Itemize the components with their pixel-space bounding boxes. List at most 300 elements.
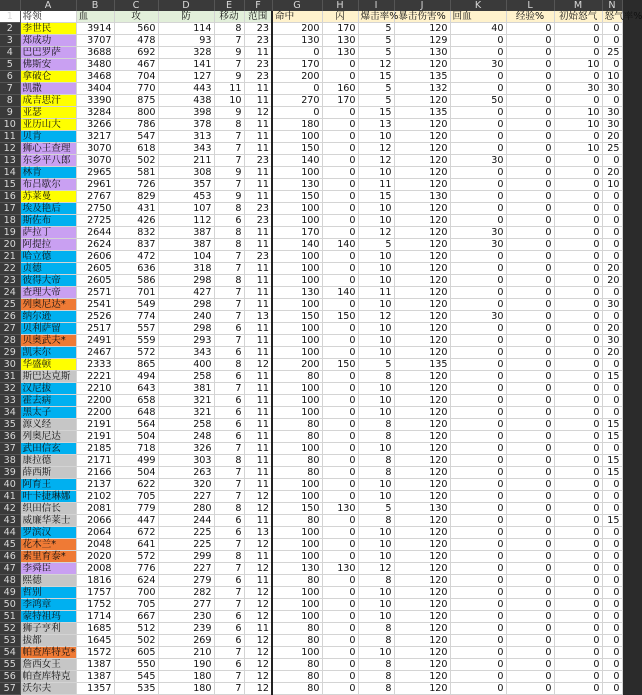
value-cell[interactable]: 667 — [114, 611, 158, 623]
value-cell[interactable]: 0 — [450, 191, 506, 203]
value-cell[interactable]: 10 — [358, 263, 394, 275]
value-cell[interactable]: 8 — [214, 203, 244, 215]
value-cell[interactable]: 453 — [158, 191, 214, 203]
value-cell[interactable]: 0 — [506, 311, 554, 323]
value-cell[interactable]: 120 — [394, 539, 450, 551]
value-cell[interactable]: 130 — [322, 563, 358, 575]
value-cell[interactable]: 180 — [158, 671, 214, 683]
row-number[interactable]: 34 — [0, 407, 20, 419]
value-cell[interactable]: 1387 — [76, 659, 114, 671]
value-cell[interactable]: 160 — [322, 83, 358, 95]
value-cell[interactable]: 2526 — [76, 311, 114, 323]
value-cell[interactable]: 3688 — [76, 47, 114, 59]
value-cell[interactable]: 0 — [322, 179, 358, 191]
general-name-cell[interactable]: 蒙特祖玛 — [20, 611, 76, 623]
value-cell[interactable]: 7 — [214, 299, 244, 311]
value-cell[interactable]: 80 — [272, 515, 322, 527]
value-cell[interactable]: 15 — [602, 371, 622, 383]
value-cell[interactable]: 320 — [158, 479, 214, 491]
value-cell[interactable]: 0 — [506, 455, 554, 467]
value-cell[interactable]: 225 — [158, 527, 214, 539]
value-cell[interactable]: 7 — [214, 647, 244, 659]
value-cell[interactable]: 0 — [450, 251, 506, 263]
value-cell[interactable]: 504 — [114, 467, 158, 479]
value-cell[interactable]: 0 — [322, 575, 358, 587]
value-cell[interactable]: 11 — [244, 239, 272, 251]
value-cell[interactable]: 0 — [322, 527, 358, 539]
general-name-cell[interactable]: 狮子亨利 — [20, 623, 76, 635]
value-cell[interactable]: 779 — [114, 503, 158, 515]
value-cell[interactable]: 0 — [602, 239, 622, 251]
value-cell[interactable]: 2185 — [76, 443, 114, 455]
value-cell[interactable]: 3390 — [76, 95, 114, 107]
value-cell[interactable]: 0 — [602, 23, 622, 35]
value-cell[interactable]: 0 — [322, 167, 358, 179]
value-cell[interactable]: 1752 — [76, 599, 114, 611]
value-cell[interactable]: 2606 — [76, 251, 114, 263]
value-cell[interactable]: 0 — [322, 335, 358, 347]
value-cell[interactable]: 0 — [322, 251, 358, 263]
value-cell[interactable]: 726 — [114, 179, 158, 191]
value-cell[interactable]: 0 — [506, 539, 554, 551]
value-cell[interactable]: 11 — [244, 299, 272, 311]
value-cell[interactable]: 25 — [602, 143, 622, 155]
value-cell[interactable]: 8 — [214, 227, 244, 239]
value-cell[interactable]: 50 — [450, 95, 506, 107]
row-number[interactable]: 18 — [0, 215, 20, 227]
value-cell[interactable]: 140 — [272, 155, 322, 167]
value-cell[interactable]: 7 — [214, 155, 244, 167]
row-number[interactable]: 49 — [0, 587, 20, 599]
general-name-cell[interactable]: 亚瑟 — [20, 107, 76, 119]
general-name-cell[interactable]: 斯巴达克斯 — [20, 371, 76, 383]
value-cell[interactable]: 7 — [214, 251, 244, 263]
value-cell[interactable]: 120 — [394, 275, 450, 287]
value-cell[interactable]: 150 — [272, 143, 322, 155]
header-cell[interactable]: 攻 — [114, 11, 158, 23]
value-cell[interactable]: 0 — [554, 71, 602, 83]
value-cell[interactable]: 0 — [322, 143, 358, 155]
value-cell[interactable]: 0 — [322, 455, 358, 467]
value-cell[interactable]: 0 — [602, 527, 622, 539]
row-number[interactable]: 11 — [0, 131, 20, 143]
value-cell[interactable]: 120 — [394, 455, 450, 467]
value-cell[interactable]: 2605 — [76, 275, 114, 287]
value-cell[interactable]: 0 — [450, 143, 506, 155]
value-cell[interactable]: 0 — [322, 551, 358, 563]
value-cell[interactable]: 472 — [114, 251, 158, 263]
value-cell[interactable]: 443 — [158, 83, 214, 95]
value-cell[interactable]: 80 — [272, 467, 322, 479]
value-cell[interactable]: 8 — [358, 455, 394, 467]
value-cell[interactable]: 0 — [554, 407, 602, 419]
value-cell[interactable]: 20 — [602, 347, 622, 359]
value-cell[interactable]: 100 — [272, 395, 322, 407]
value-cell[interactable]: 3480 — [76, 59, 114, 71]
value-cell[interactable]: 282 — [158, 587, 214, 599]
value-cell[interactable]: 0 — [554, 323, 602, 335]
value-cell[interactable]: 10 — [358, 491, 394, 503]
value-cell[interactable]: 0 — [450, 479, 506, 491]
column-header-m[interactable]: M — [554, 0, 602, 11]
row-number[interactable]: 53 — [0, 635, 20, 647]
value-cell[interactable]: 100 — [272, 263, 322, 275]
value-cell[interactable]: 11 — [244, 179, 272, 191]
value-cell[interactable]: 100 — [272, 323, 322, 335]
value-cell[interactable]: 0 — [554, 431, 602, 443]
value-cell[interactable]: 0 — [602, 191, 622, 203]
value-cell[interactable]: 0 — [506, 23, 554, 35]
general-name-cell[interactable]: 林肯 — [20, 167, 76, 179]
value-cell[interactable]: 120 — [394, 419, 450, 431]
value-cell[interactable]: 0 — [506, 35, 554, 47]
value-cell[interactable]: 8 — [358, 659, 394, 671]
general-name-cell[interactable]: 李世民 — [20, 23, 76, 35]
row-number[interactable]: 20 — [0, 239, 20, 251]
value-cell[interactable]: 3070 — [76, 143, 114, 155]
value-cell[interactable]: 11 — [244, 275, 272, 287]
value-cell[interactable]: 23 — [244, 251, 272, 263]
value-cell[interactable]: 11 — [244, 119, 272, 131]
value-cell[interactable]: 308 — [158, 167, 214, 179]
value-cell[interactable]: 0 — [554, 527, 602, 539]
general-name-cell[interactable]: 武田信玄 — [20, 443, 76, 455]
value-cell[interactable]: 120 — [394, 179, 450, 191]
value-cell[interactable]: 11 — [244, 467, 272, 479]
value-cell[interactable]: 120 — [394, 491, 450, 503]
value-cell[interactable]: 512 — [114, 623, 158, 635]
value-cell[interactable]: 11 — [244, 431, 272, 443]
value-cell[interactable]: 0 — [506, 407, 554, 419]
general-name-cell[interactable]: 埃及艳后 — [20, 203, 76, 215]
value-cell[interactable]: 0 — [506, 83, 554, 95]
row-number[interactable]: 7 — [0, 83, 20, 95]
value-cell[interactable]: 0 — [554, 551, 602, 563]
value-cell[interactable]: 1645 — [76, 635, 114, 647]
value-cell[interactable]: 0 — [506, 395, 554, 407]
row-number[interactable]: 30 — [0, 359, 20, 371]
row-number[interactable]: 36 — [0, 431, 20, 443]
value-cell[interactable]: 7 — [214, 383, 244, 395]
value-cell[interactable]: 7 — [214, 563, 244, 575]
value-cell[interactable]: 2750 — [76, 203, 114, 215]
value-cell[interactable]: 586 — [114, 275, 158, 287]
value-cell[interactable]: 0 — [450, 203, 506, 215]
value-cell[interactable]: 80 — [272, 371, 322, 383]
value-cell[interactable]: 0 — [554, 371, 602, 383]
value-cell[interactable]: 700 — [114, 587, 158, 599]
general-name-cell[interactable]: 郑成功 — [20, 35, 76, 47]
value-cell[interactable]: 0 — [554, 599, 602, 611]
row-number[interactable]: 32 — [0, 383, 20, 395]
value-cell[interactable]: 3284 — [76, 107, 114, 119]
value-cell[interactable]: 100 — [272, 215, 322, 227]
value-cell[interactable]: 23 — [244, 23, 272, 35]
value-cell[interactable]: 120 — [394, 431, 450, 443]
value-cell[interactable]: 100 — [272, 203, 322, 215]
value-cell[interactable]: 12 — [358, 155, 394, 167]
value-cell[interactable]: 0 — [554, 647, 602, 659]
value-cell[interactable]: 3266 — [76, 119, 114, 131]
value-cell[interactable]: 2191 — [76, 419, 114, 431]
value-cell[interactable]: 258 — [158, 419, 214, 431]
value-cell[interactable]: 135 — [394, 107, 450, 119]
value-cell[interactable]: 3404 — [76, 83, 114, 95]
value-cell[interactable]: 80 — [272, 419, 322, 431]
general-name-cell[interactable]: 哈立德 — [20, 251, 76, 263]
value-cell[interactable]: 7 — [214, 683, 244, 695]
value-cell[interactable]: 120 — [394, 119, 450, 131]
value-cell[interactable]: 559 — [114, 335, 158, 347]
value-cell[interactable]: 6 — [214, 527, 244, 539]
value-cell[interactable]: 0 — [450, 179, 506, 191]
value-cell[interactable]: 6 — [214, 623, 244, 635]
general-name-cell[interactable]: 成吉思汗 — [20, 95, 76, 107]
value-cell[interactable]: 0 — [554, 419, 602, 431]
general-name-cell[interactable]: 帕查库特克 — [20, 671, 76, 683]
row-number[interactable]: 42 — [0, 503, 20, 515]
value-cell[interactable]: 572 — [114, 551, 158, 563]
value-cell[interactable]: 0 — [322, 539, 358, 551]
value-cell[interactable]: 0 — [506, 131, 554, 143]
value-cell[interactable]: 0 — [450, 323, 506, 335]
value-cell[interactable]: 0 — [554, 467, 602, 479]
value-cell[interactable]: 0 — [506, 671, 554, 683]
value-cell[interactable]: 180 — [158, 683, 214, 695]
general-name-cell[interactable]: 列奥尼达 — [20, 431, 76, 443]
value-cell[interactable]: 11 — [244, 47, 272, 59]
row-number[interactable]: 2 — [0, 23, 20, 35]
value-cell[interactable]: 120 — [394, 59, 450, 71]
value-cell[interactable]: 9 — [214, 167, 244, 179]
value-cell[interactable]: 10 — [358, 131, 394, 143]
value-cell[interactable]: 865 — [114, 359, 158, 371]
value-cell[interactable]: 0 — [322, 131, 358, 143]
value-cell[interactable]: 0 — [450, 623, 506, 635]
value-cell[interactable]: 2200 — [76, 395, 114, 407]
value-cell[interactable]: 140 — [272, 239, 322, 251]
value-cell[interactable]: 624 — [114, 575, 158, 587]
value-cell[interactable]: 0 — [602, 635, 622, 647]
value-cell[interactable]: 10 — [554, 59, 602, 71]
value-cell[interactable]: 100 — [272, 275, 322, 287]
value-cell[interactable]: 6 — [214, 347, 244, 359]
row-number[interactable]: 48 — [0, 575, 20, 587]
value-cell[interactable]: 170 — [272, 59, 322, 71]
value-cell[interactable]: 2644 — [76, 227, 114, 239]
value-cell[interactable]: 10 — [358, 299, 394, 311]
value-cell[interactable]: 23 — [244, 71, 272, 83]
value-cell[interactable]: 2333 — [76, 359, 114, 371]
value-cell[interactable]: 293 — [158, 335, 214, 347]
general-name-cell[interactable]: 贝肯 — [20, 131, 76, 143]
value-cell[interactable]: 270 — [272, 95, 322, 107]
value-cell[interactable]: 0 — [554, 671, 602, 683]
value-cell[interactable]: 343 — [158, 347, 214, 359]
general-name-cell[interactable]: 拿破仑 — [20, 71, 76, 83]
value-cell[interactable]: 0 — [322, 611, 358, 623]
value-cell[interactable]: 0 — [554, 443, 602, 455]
value-cell[interactable]: 5 — [358, 83, 394, 95]
value-cell[interactable]: 11 — [244, 623, 272, 635]
value-cell[interactable]: 15 — [602, 431, 622, 443]
general-name-cell[interactable]: 沃尔夫 — [20, 683, 76, 695]
value-cell[interactable]: 130 — [272, 179, 322, 191]
general-name-cell[interactable]: 拔都 — [20, 635, 76, 647]
value-cell[interactable]: 120 — [394, 407, 450, 419]
value-cell[interactable]: 120 — [394, 611, 450, 623]
value-cell[interactable]: 100 — [272, 539, 322, 551]
column-header-j[interactable]: J — [394, 0, 450, 11]
value-cell[interactable]: 170 — [272, 227, 322, 239]
value-cell[interactable]: 2102 — [76, 491, 114, 503]
value-cell[interactable]: 0 — [506, 359, 554, 371]
value-cell[interactable]: 0 — [602, 659, 622, 671]
general-name-cell[interactable]: 巴巴罗萨 — [20, 47, 76, 59]
general-name-cell[interactable]: 李舜臣 — [20, 563, 76, 575]
value-cell[interactable]: 0 — [450, 599, 506, 611]
value-cell[interactable]: 100 — [272, 347, 322, 359]
value-cell[interactable]: 7 — [214, 143, 244, 155]
value-cell[interactable]: 0 — [322, 467, 358, 479]
value-cell[interactable]: 0 — [554, 623, 602, 635]
value-cell[interactable]: 0 — [602, 587, 622, 599]
value-cell[interactable]: 564 — [114, 419, 158, 431]
header-cell[interactable]: 怒气率% — [602, 11, 622, 23]
value-cell[interactable]: 7 — [214, 479, 244, 491]
general-name-cell[interactable]: 李鸿章 — [20, 599, 76, 611]
value-cell[interactable]: 10 — [358, 539, 394, 551]
value-cell[interactable]: 8 — [358, 371, 394, 383]
value-cell[interactable]: 0 — [602, 551, 622, 563]
value-cell[interactable]: 100 — [272, 479, 322, 491]
value-cell[interactable]: 0 — [506, 479, 554, 491]
value-cell[interactable]: 210 — [158, 647, 214, 659]
value-cell[interactable]: 1685 — [76, 623, 114, 635]
value-cell[interactable]: 200 — [272, 71, 322, 83]
value-cell[interactable]: 0 — [554, 635, 602, 647]
value-cell[interactable]: 0 — [450, 335, 506, 347]
value-cell[interactable]: 120 — [394, 143, 450, 155]
row-number[interactable]: 47 — [0, 563, 20, 575]
row-number[interactable]: 5 — [0, 59, 20, 71]
value-cell[interactable]: 120 — [394, 515, 450, 527]
value-cell[interactable]: 30 — [554, 83, 602, 95]
value-cell[interactable]: 0 — [506, 383, 554, 395]
value-cell[interactable]: 692 — [114, 47, 158, 59]
value-cell[interactable]: 0 — [602, 215, 622, 227]
value-cell[interactable]: 0 — [322, 59, 358, 71]
value-cell[interactable]: 150 — [272, 503, 322, 515]
value-cell[interactable]: 0 — [322, 119, 358, 131]
row-number[interactable]: 27 — [0, 323, 20, 335]
value-cell[interactable]: 6 — [214, 611, 244, 623]
value-cell[interactable]: 0 — [554, 299, 602, 311]
value-cell[interactable]: 120 — [394, 299, 450, 311]
header-cell[interactable]: 初始怒气 — [554, 11, 602, 23]
header-cell[interactable]: 防 — [158, 11, 214, 23]
value-cell[interactable]: 120 — [394, 575, 450, 587]
value-cell[interactable]: 0 — [450, 467, 506, 479]
value-cell[interactable]: 400 — [158, 359, 214, 371]
value-cell[interactable]: 2200 — [76, 407, 114, 419]
value-cell[interactable]: 0 — [322, 107, 358, 119]
value-cell[interactable]: 7 — [214, 131, 244, 143]
value-cell[interactable]: 100 — [272, 167, 322, 179]
value-cell[interactable]: 11 — [244, 323, 272, 335]
value-cell[interactable]: 8 — [358, 419, 394, 431]
value-cell[interactable]: 240 — [158, 311, 214, 323]
value-cell[interactable]: 15 — [358, 191, 394, 203]
value-cell[interactable]: 130 — [272, 287, 322, 299]
general-name-cell[interactable]: 凯末尔 — [20, 347, 76, 359]
value-cell[interactable]: 0 — [602, 287, 622, 299]
value-cell[interactable]: 120 — [394, 347, 450, 359]
value-cell[interactable]: 107 — [158, 203, 214, 215]
value-cell[interactable]: 80 — [272, 623, 322, 635]
value-cell[interactable]: 581 — [114, 167, 158, 179]
value-cell[interactable]: 11 — [244, 191, 272, 203]
row-number[interactable]: 9 — [0, 107, 20, 119]
value-cell[interactable]: 0 — [506, 203, 554, 215]
value-cell[interactable]: 0 — [450, 539, 506, 551]
value-cell[interactable]: 0 — [272, 107, 322, 119]
value-cell[interactable]: 12 — [358, 227, 394, 239]
value-cell[interactable]: 112 — [158, 215, 214, 227]
value-cell[interactable]: 130 — [322, 47, 358, 59]
value-cell[interactable]: 0 — [506, 95, 554, 107]
value-cell[interactable]: 80 — [272, 455, 322, 467]
general-name-cell[interactable]: 源义经 — [20, 419, 76, 431]
value-cell[interactable]: 7 — [214, 599, 244, 611]
value-cell[interactable]: 2541 — [76, 299, 114, 311]
value-cell[interactable]: 10 — [358, 527, 394, 539]
value-cell[interactable]: 200 — [272, 23, 322, 35]
row-number[interactable]: 33 — [0, 395, 20, 407]
value-cell[interactable]: 10 — [358, 347, 394, 359]
value-cell[interactable]: 303 — [158, 455, 214, 467]
value-cell[interactable]: 0 — [322, 371, 358, 383]
value-cell[interactable]: 299 — [158, 551, 214, 563]
value-cell[interactable]: 9 — [214, 71, 244, 83]
value-cell[interactable]: 8 — [358, 683, 394, 695]
value-cell[interactable]: 130 — [394, 191, 450, 203]
value-cell[interactable]: 6 — [214, 407, 244, 419]
value-cell[interactable]: 2517 — [76, 323, 114, 335]
general-name-cell[interactable]: 布吕歇尔 — [20, 179, 76, 191]
value-cell[interactable]: 7 — [214, 671, 244, 683]
value-cell[interactable]: 7 — [214, 587, 244, 599]
value-cell[interactable]: 10 — [358, 647, 394, 659]
value-cell[interactable]: 1714 — [76, 611, 114, 623]
value-cell[interactable]: 0 — [322, 299, 358, 311]
general-name-cell[interactable]: 列奥尼达* — [20, 299, 76, 311]
row-number[interactable]: 54 — [0, 647, 20, 659]
value-cell[interactable]: 120 — [394, 659, 450, 671]
value-cell[interactable]: 8 — [358, 671, 394, 683]
row-number[interactable]: 8 — [0, 95, 20, 107]
value-cell[interactable]: 280 — [158, 503, 214, 515]
value-cell[interactable]: 120 — [394, 287, 450, 299]
general-name-cell[interactable]: 黑太子 — [20, 407, 76, 419]
value-cell[interactable]: 7 — [214, 335, 244, 347]
value-cell[interactable]: 0 — [506, 599, 554, 611]
row-number[interactable]: 22 — [0, 263, 20, 275]
value-cell[interactable]: 120 — [394, 551, 450, 563]
value-cell[interactable]: 23 — [244, 59, 272, 71]
value-cell[interactable]: 13 — [244, 527, 272, 539]
value-cell[interactable]: 12 — [244, 563, 272, 575]
